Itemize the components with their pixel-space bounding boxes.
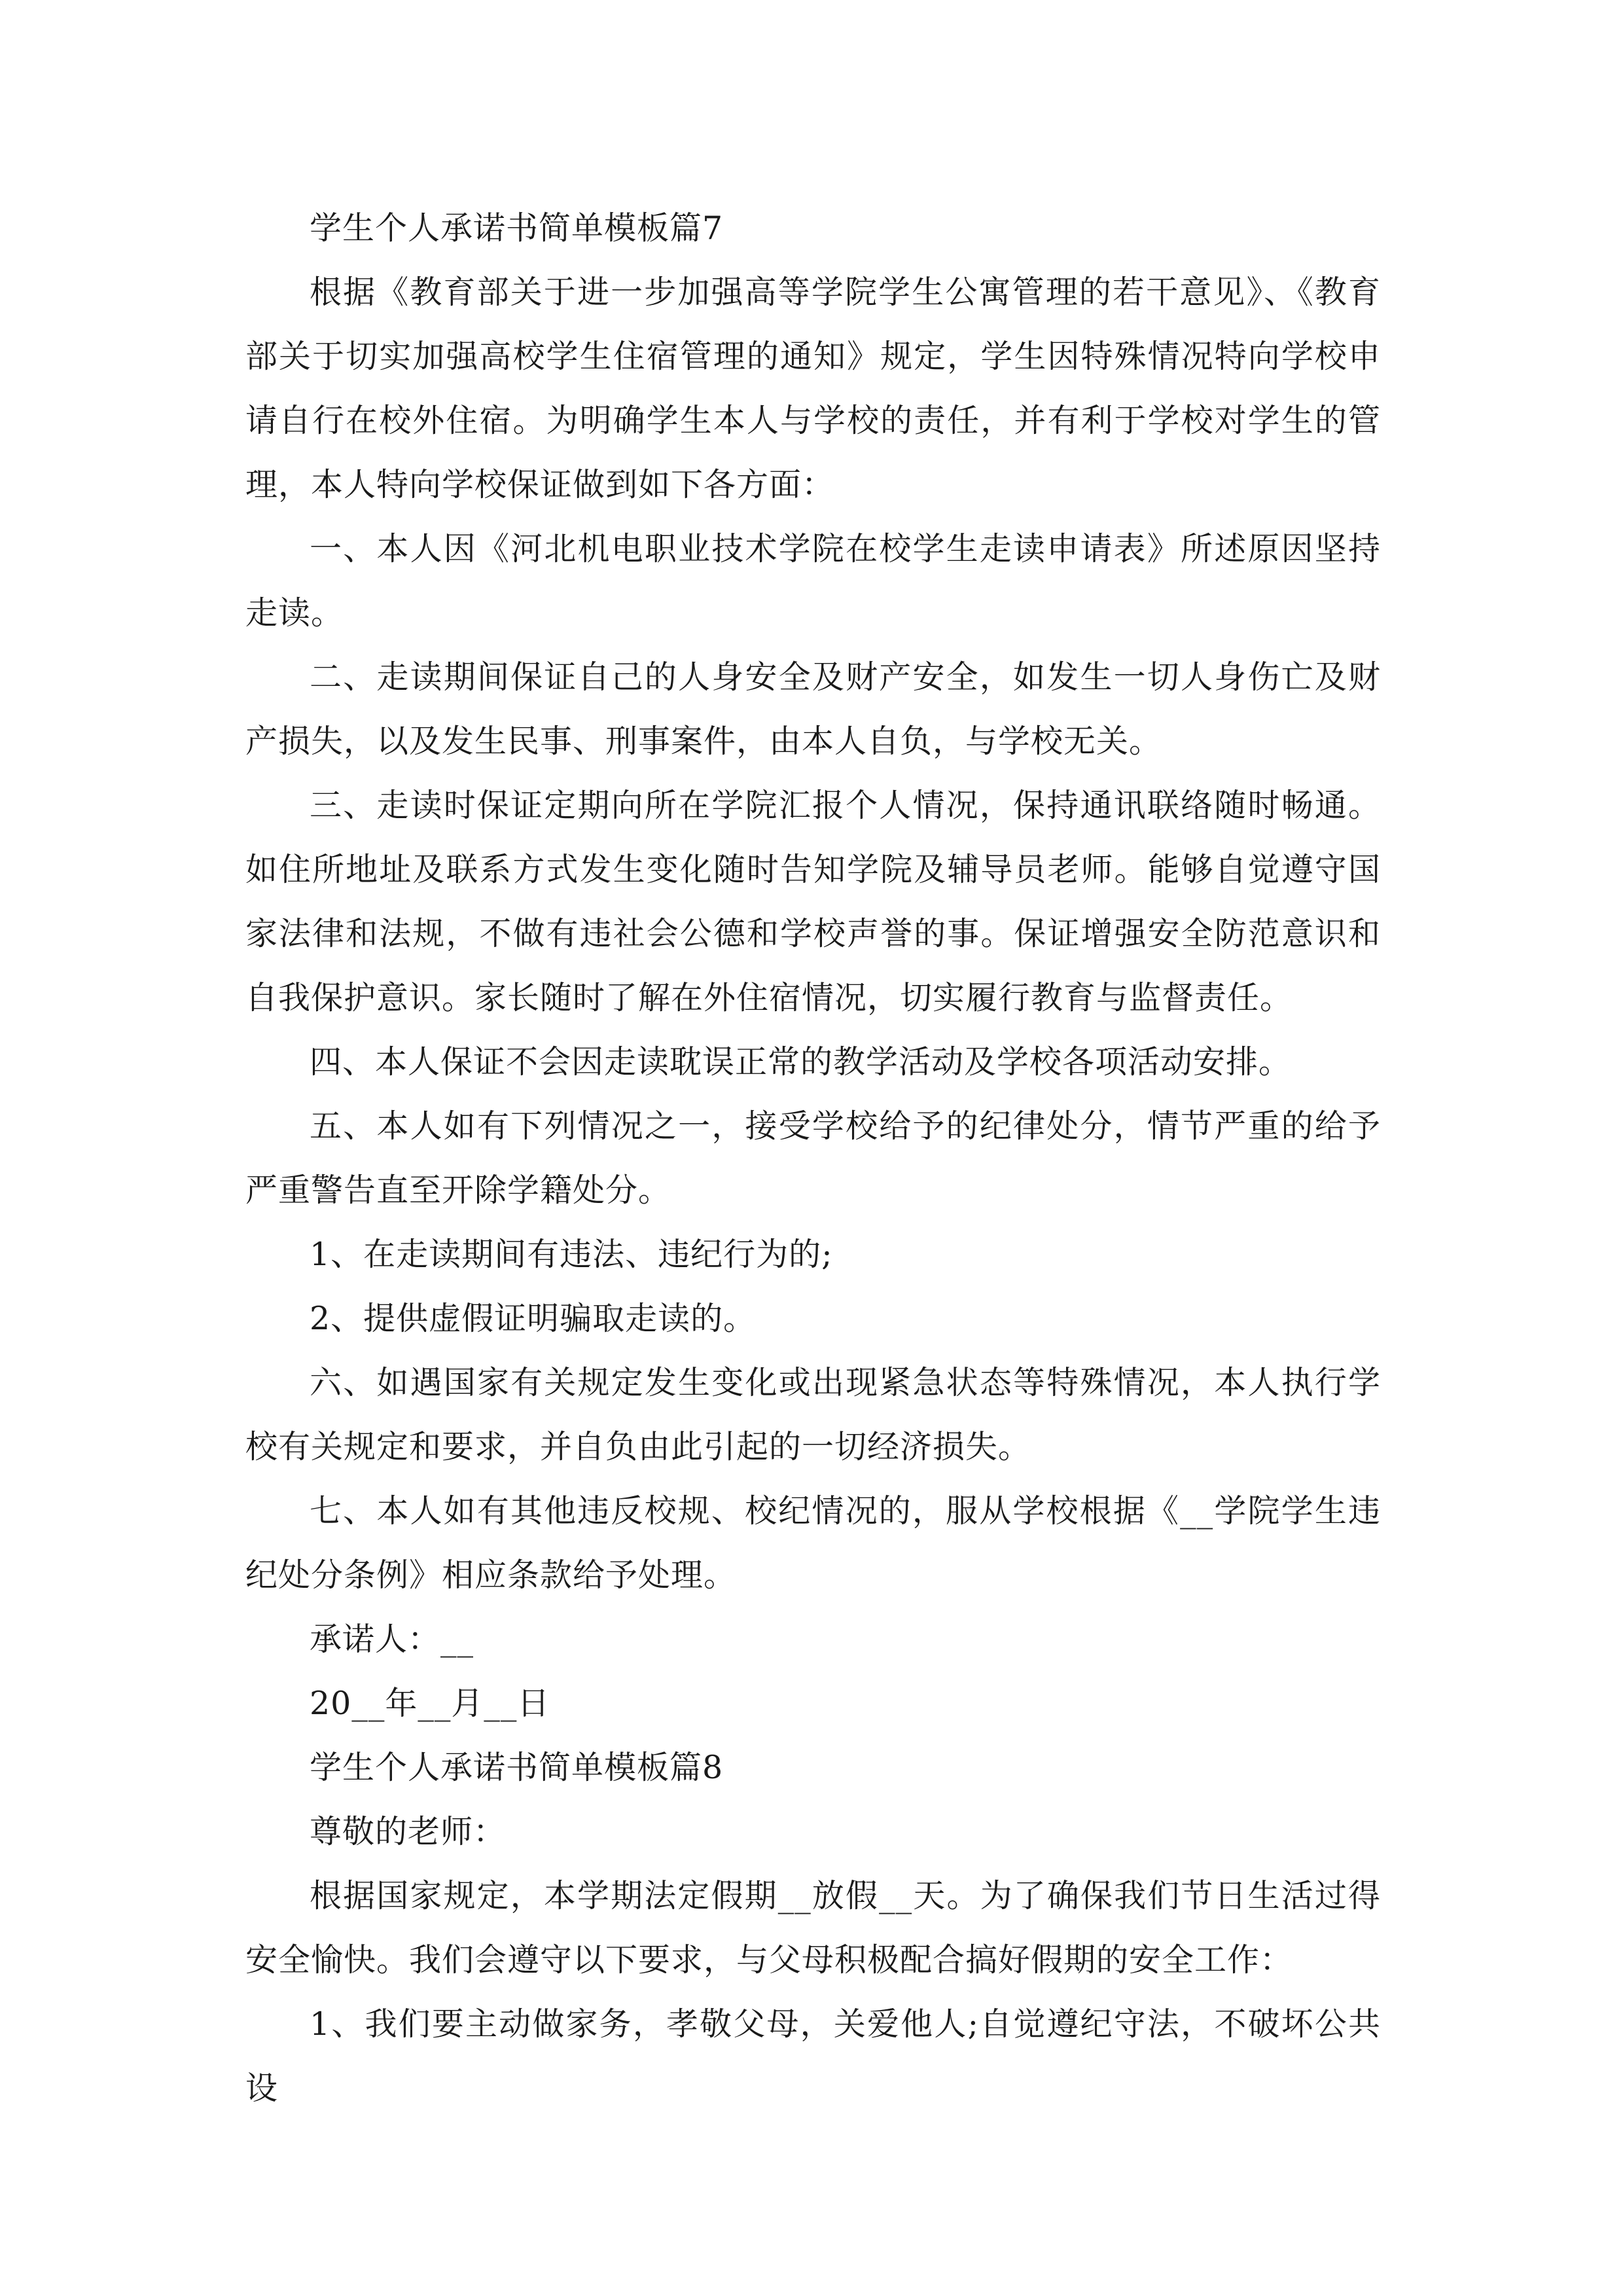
intro-paragraph: 根据《教育部关于进一步加强高等学院学生公寓管理的若干意见》、《教育部关于切实加强高校学生住宿管理的通知》规定，学生因特殊情况特向学校申请自行在校外住宿。为明确学生本人与学校的责任，并有利于学校对学生的管理，本人特向学校保证做到如下各方面：	[245, 274, 1381, 503]
clause-2: 二、走读期间保证自己的人身安全及财产安全，如发生一切人身伤亡及财产损失，以及发生民事、刑事案件，由本人自负，与学校无关。	[245, 658, 1381, 760]
signatory-line: 承诺人：__	[310, 1621, 474, 1658]
sub-item-1: 1、在走读期间有违法、违纪行为的;	[310, 1236, 833, 1273]
document-body	[245, 196, 1381, 2121]
clause-4: 四、本人保证不会因走读耽误正常的教学活动及学校各项活动安排。	[310, 1043, 1292, 1081]
clause-5: 五、本人如有下列情况之一，接受学校给予的纪律处分，情节严重的给予严重警告直至开除学籍处分。	[245, 1107, 1381, 1209]
section-heading-8: 学生个人承诺书简单模板篇8	[310, 1749, 724, 1786]
date-line: 20__年__月__日	[310, 1685, 550, 1722]
clause-6: 六、如遇国家有关规定发生变化或出现紧急状态等特殊情况，本人执行学校有关规定和要求，并自负由此引起的一切经济损失。	[245, 1364, 1381, 1465]
sub-item-2: 2、提供虚假证明骗取走读的。	[310, 1300, 757, 1337]
clause-3: 三、走读时保证定期向所在学院汇报个人情况，保持通讯联络随时畅通。如住所地址及联系方式发生变化随时告知学院及辅导员老师。能够自觉遵守国家法律和法规，不做有违社会公德和学校声誉的事。保证增强安全防范意识和自我保护意识。家长随时了解在外住宿情况，切实履行教育与监督责任。	[245, 787, 1381, 1016]
clause-7: 七、本人如有其他违反校规、校纪情况的，服从学校根据《__学院学生违纪处分条例》相应条款给予处理。	[245, 1492, 1381, 1594]
clause-1: 一、本人因《河北机电职业技术学院在校学生走读申请表》所述原因坚持走读。	[245, 530, 1381, 632]
salutation: 尊敬的老师：	[310, 1813, 507, 1850]
section-heading-7: 学生个人承诺书简单模板篇7	[310, 209, 724, 247]
holiday-item-1: 1、我们要主动做家务，孝敬父母，关爱他人;自觉遵纪守法，不破坏公共设	[245, 2005, 1381, 2107]
holiday-paragraph: 根据国家规定，本学期法定假期__放假__天。为了确保我们节日生活过得安全愉快。我们会遵守以下要求，与父母积极配合搞好假期的安全工作：	[245, 1877, 1381, 1979]
